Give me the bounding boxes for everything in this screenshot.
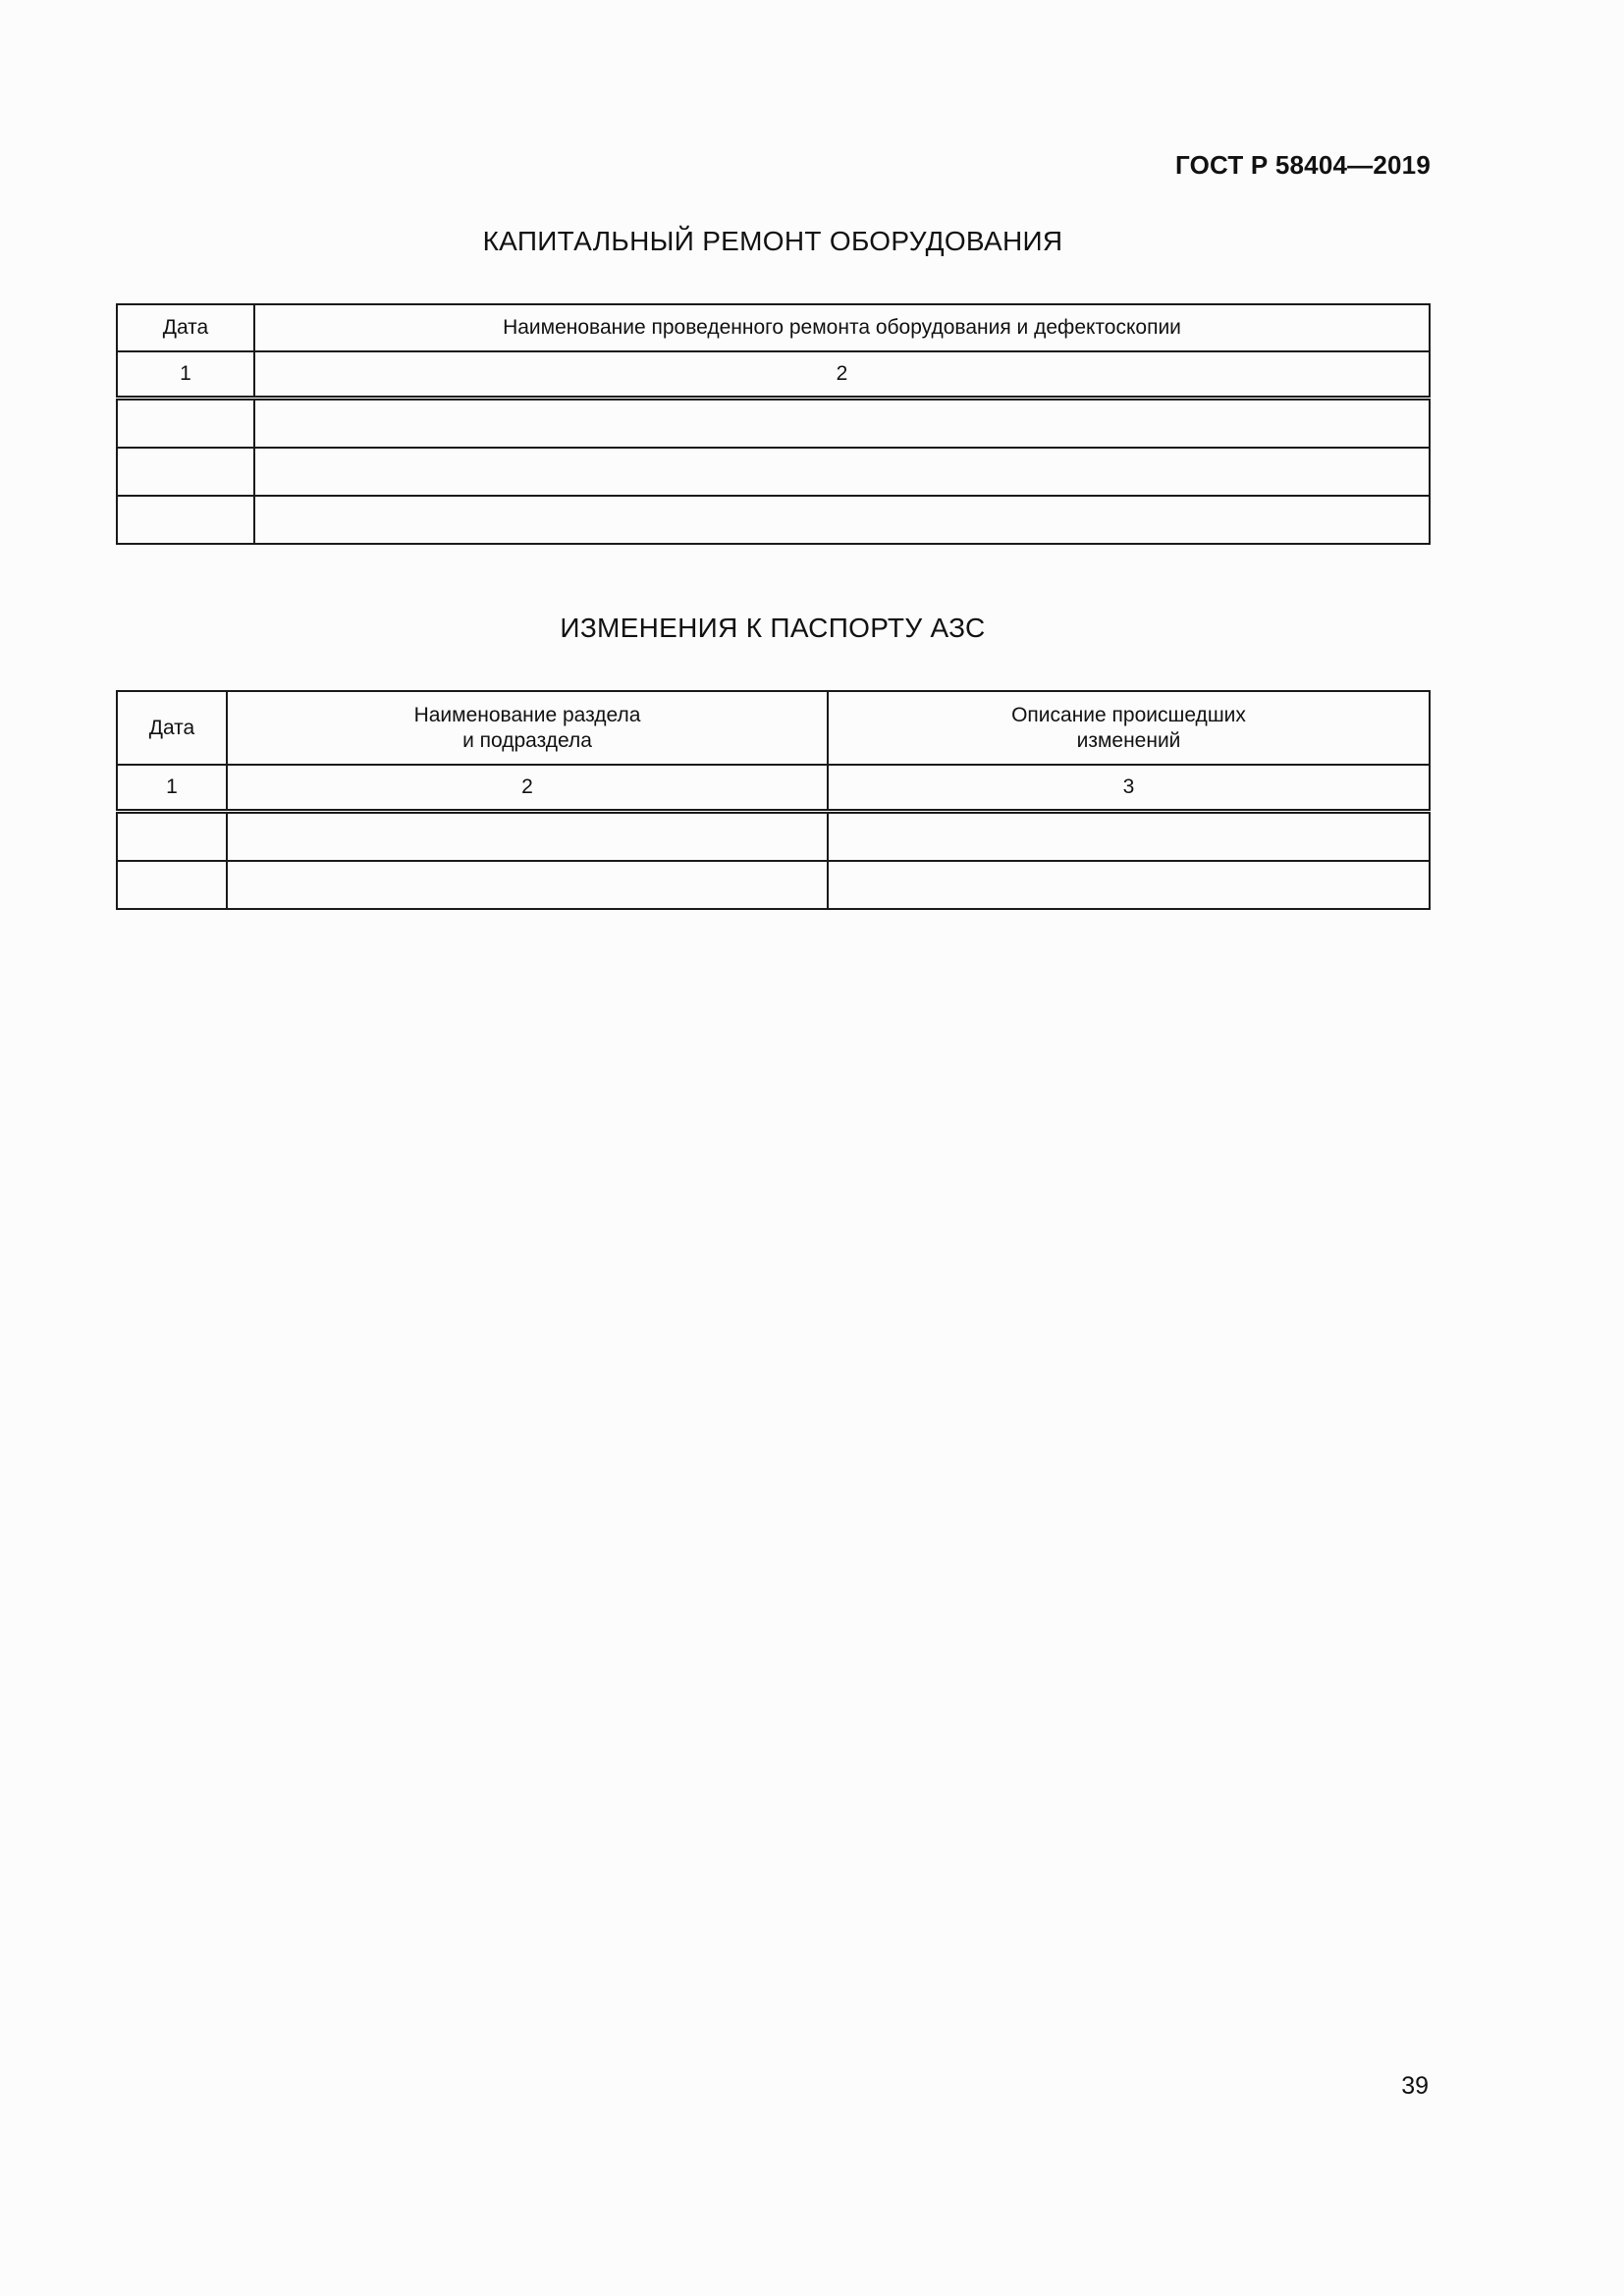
table-cell bbox=[117, 448, 254, 496]
header-line: изменений bbox=[1076, 728, 1181, 752]
table-cell bbox=[117, 496, 254, 544]
table-row bbox=[117, 448, 1430, 496]
column-number: 1 bbox=[117, 351, 254, 399]
table-cell bbox=[227, 812, 828, 862]
passport-changes-table bbox=[116, 690, 1431, 910]
page-number: 39 bbox=[1401, 2072, 1429, 2100]
table-cell bbox=[117, 399, 254, 449]
table-cell bbox=[254, 399, 1430, 449]
section-title-passport-changes: ИЗМЕНЕНИЯ К ПАСПОРТУ АЗС bbox=[560, 613, 986, 643]
table-cell bbox=[828, 812, 1430, 862]
column-numbers-row bbox=[117, 765, 1430, 812]
table-cell bbox=[227, 861, 828, 909]
column-header-repair-name: Наименование проведенного ремонта оборудования и дефектоскопии bbox=[254, 304, 1430, 351]
table-header-row bbox=[117, 691, 1430, 765]
capital-repair-table bbox=[116, 303, 1431, 545]
table-cell bbox=[117, 812, 227, 862]
column-number: 3 bbox=[828, 765, 1430, 812]
table-cell bbox=[117, 861, 227, 909]
table-cell bbox=[254, 448, 1430, 496]
column-header-change-description bbox=[828, 691, 1430, 765]
column-numbers-row bbox=[117, 351, 1430, 399]
table-row bbox=[117, 861, 1430, 909]
section-title-capital-repair: КАПИТАЛЬНЫЙ РЕМОНТ ОБОРУДОВАНИЯ bbox=[482, 226, 1063, 256]
header-line: и подраздела bbox=[462, 728, 592, 752]
document-code: ГОСТ Р 58404—2019 bbox=[1175, 150, 1431, 180]
header-line: Наименование раздела bbox=[413, 703, 641, 726]
table-row bbox=[117, 399, 1430, 449]
table-cell bbox=[828, 861, 1430, 909]
header-line: Описание происшедших bbox=[1011, 703, 1246, 726]
column-header-section-name bbox=[227, 691, 828, 765]
column-number: 2 bbox=[254, 351, 1430, 399]
column-header-date: Дата bbox=[117, 691, 227, 765]
column-header-date: Дата bbox=[117, 304, 254, 351]
column-number: 2 bbox=[227, 765, 828, 812]
table-row bbox=[117, 812, 1430, 862]
column-number: 1 bbox=[117, 765, 227, 812]
table-row bbox=[117, 496, 1430, 544]
table-cell bbox=[254, 496, 1430, 544]
table-header-row bbox=[117, 304, 1430, 351]
